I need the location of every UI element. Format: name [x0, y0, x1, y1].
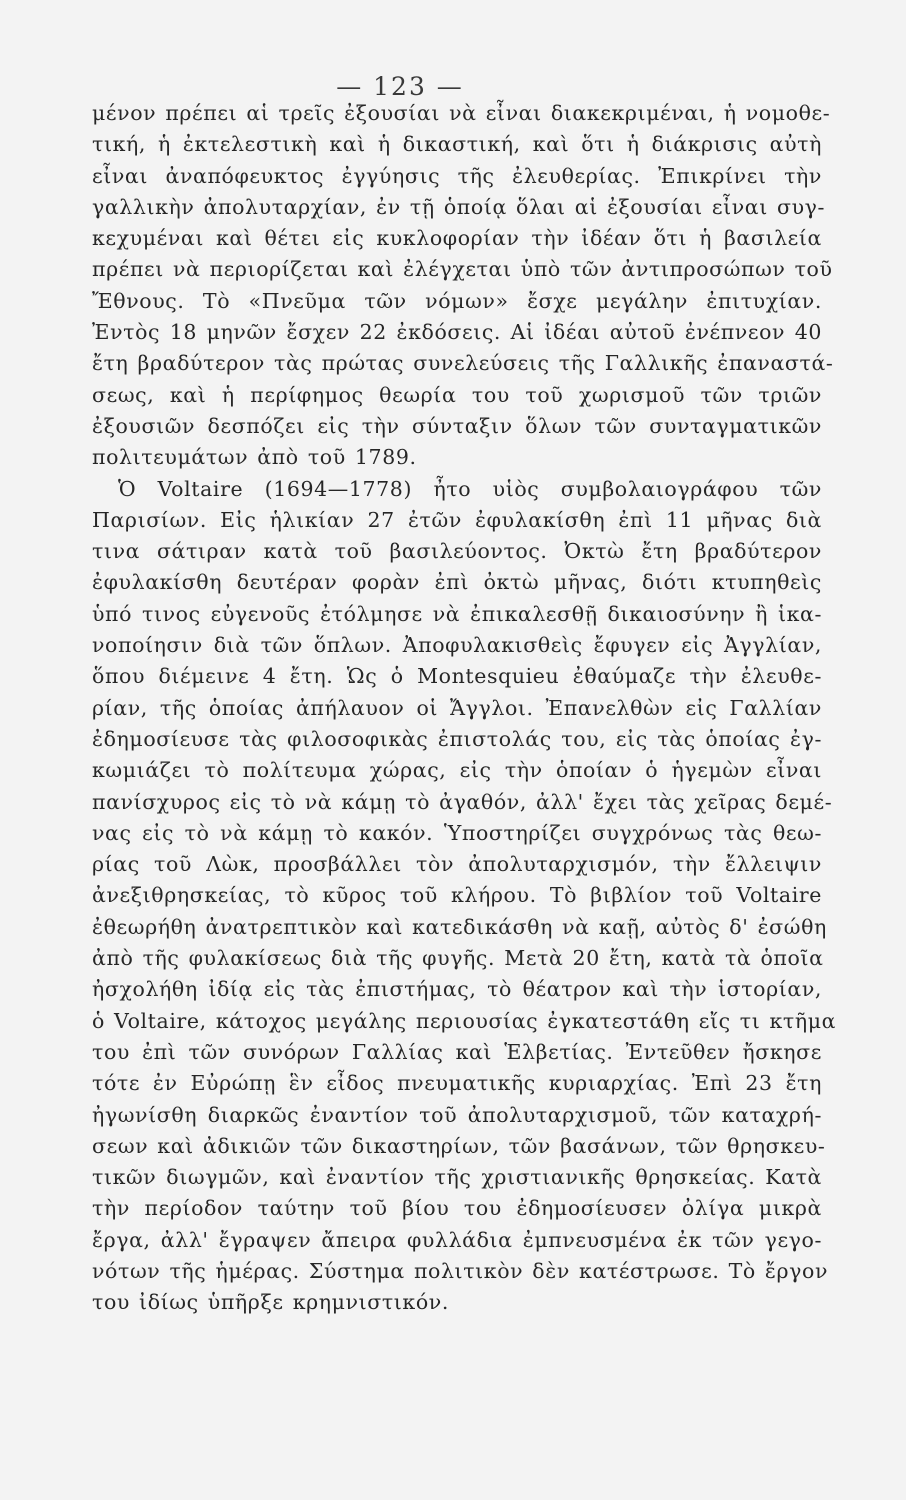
text-line: ὁ Voltaire, κάτοχος μεγάλης περιουσίας ἐγκατεστάθη εἴς τι κτῆμα: [92, 1008, 837, 1033]
text-line: ὅπου διέμεινε 4 ἔτη. Ὡς ὁ Montesquieu ἐθαύμαζε τὴν ἐλευθε-: [92, 664, 822, 689]
text-line: νας εἰς τὸ νὰ κάμῃ τὸ κακόν. Ὑποστηρίζει συγχρόνως τὰς θεω-: [92, 820, 822, 845]
text-line: ἔργα, ἀλλ' ἔγραψεν ἄπειρα φυλλάδια ἐμπνευσμένα ἐκ τῶν γεγο-: [92, 1227, 822, 1252]
text-line: νότων τῆς ἡμέρας. Σύστημα πολιτικὸν δὲν κατέστρωσε. Τὸ ἔργον: [92, 1258, 829, 1283]
text-line: ἐφυλακίσθη δευτέραν φορὰν ἐπὶ ὀκτὼ μῆνας, διότι κτυπηθεὶς: [92, 570, 822, 595]
paragraph: [92, 474, 837, 1319]
text-line: πανίσχυρος εἰς τὸ νὰ κάμῃ τὸ ἀγαθόν, ἀλλ' ἔχει τὰς χεῖρας δεμέ-: [92, 789, 833, 814]
text-line: του ἐπὶ τῶν συνόρων Γαλλίας καὶ Ἑλβετίας. Ἐντεῦθεν ἤσκησε: [92, 1039, 822, 1064]
text-line: εἶναι ἀναπόφευκτος ἐγγύησις τῆς ἐλευθερίας. Ἐπικρίνει τὴν: [92, 163, 822, 188]
text-line: Παρισίων. Εἰς ἡλικίαν 27 ἐτῶν ἐφυλακίσθη ἐπὶ 11 μῆνας διὰ: [92, 507, 822, 532]
text-line: ἀνεξιθρησκείας, τὸ κῦρος τοῦ κλήρου. Τὸ βιβλίον τοῦ Voltaire: [92, 883, 822, 908]
text-line: ὑπό τινος εὐγενοῦς ἐτόλμησε νὰ ἐπικαλεσθῇ δικαιοσύνην ἢ ἱκα-: [92, 601, 822, 626]
page-number: — 123 —: [336, 72, 464, 101]
text-line: ἐδημοσίευσε τὰς φιλοσοφικὰς ἐπιστολάς του, εἰς τὰς ὁποίας ἐγ-: [92, 726, 822, 751]
text-line: γαλλικὴν ἀπολυταρχίαν, ἐν τῇ ὁποίᾳ ὅλαι αἱ ἐξουσίαι εἶναι συγ-: [92, 194, 826, 219]
text-line: νοποίησιν διὰ τῶν ὅπλων. Ἀποφυλακισθεὶς ἔφυγεν εἰς Ἀγγλίαν,: [92, 633, 822, 658]
text-line: πρέπει νὰ περιορίζεται καὶ ἐλέγχεται ὑπὸ τῶν ἀντιπροσώπων τοῦ: [92, 257, 833, 282]
text-line: τότε ἐν Εὐρώπῃ ἓν εἶδος πνευματικῆς κυριαρχίας. Ἐπὶ 23 ἔτη: [92, 1071, 822, 1096]
text-line: ἠσχολήθη ἰδίᾳ εἰς τὰς ἐπιστήμας, τὸ θέατρον καὶ τὴν ἱστορίαν,: [92, 977, 822, 1002]
text-line: ρίαν, τῆς ὁποίας ἀπήλαυον οἱ Ἄγγλοι. Ἐπανελθὼν εἰς Γαλλίαν: [92, 695, 822, 720]
text-line: ἐθεωρήθη ἀνατρεπτικὸν καὶ κατεδικάσθη νὰ καῇ, αὐτὸς δ' ἐσώθη: [92, 914, 827, 939]
text-line: Ἐντὸς 18 μηνῶν ἔσχεν 22 ἐκδόσεις. Αἱ ἰδέαι αὐτοῦ ἐνέπνεον 40: [92, 320, 822, 345]
text-line: του ἰδίως ὑπῆρξε κρημνιστικόν.: [92, 1290, 449, 1315]
text-line: σεων καὶ ἀδικιῶν τῶν δικαστηρίων, τῶν βασάνων, τῶν θρησκευ-: [92, 1133, 826, 1158]
text-line: ρίας τοῦ Λὼκ, προσβάλλει τὸν ἀπολυταρχισμόν, τὴν ἔλλειψιν: [92, 852, 822, 877]
text-line: τικῶν διωγμῶν, καὶ ἐναντίον τῆς χριστιανικῆς θρησκείας. Κατὰ: [92, 1165, 822, 1190]
text-line: ἐξουσιῶν δεσπόζει εἰς τὴν σύνταξιν ὅλων τῶν συνταγματικῶν: [92, 413, 822, 438]
text-line: ἔτη βραδύτερον τὰς πρώτας συνελεύσεις τῆς Γαλλικῆς ἐπαναστά-: [92, 351, 834, 376]
text-line: κεχυμέναι καὶ θέτει εἰς κυκλοφορίαν τὴν ἰδέαν ὅτι ἡ βασιλεία: [92, 226, 822, 251]
text-line: τὴν περίοδον ταύτην τοῦ βίου του ἐδημοσίευσεν ὀλίγα μικρὰ: [92, 1196, 822, 1221]
paragraph: [92, 98, 834, 474]
text-line: τική, ἡ ἐκτελεστικὴ καὶ ἡ δικαστική, καὶ ὅτι ἡ διάκρισις αὐτὴ: [92, 132, 822, 157]
text-line: ἀπὸ τῆς φυλακίσεως διὰ τῆς φυγῆς. Μετὰ 20 ἔτη, κατὰ τὰ ὁποῖα: [92, 946, 824, 971]
text-line: τινα σάτιραν κατὰ τοῦ βασιλεύοντος. Ὀκτὼ ἔτη βραδύτερον: [92, 539, 822, 564]
text-line: Ὁ Voltaire (1694—1778) ἦτο υἱὸς συμβολαιογράφου τῶν: [118, 476, 822, 501]
text-line: ἠγωνίσθη διαρκῶς ἐναντίον τοῦ ἀπολυταρχισμοῦ, τῶν καταχρή-: [92, 1102, 822, 1127]
text-line: Ἔθνους. Τὸ «Πνεῦμα τῶν νόμων» ἔσχε μεγάλην ἐπιτυχίαν.: [92, 288, 822, 313]
text-line: πολιτευμάτων ἀπὸ τοῦ 1789.: [92, 445, 417, 470]
text-line: μένον πρέπει αἱ τρεῖς ἐξουσίαι νὰ εἶναι διακεκριμέναι, ἡ νομοθε-: [92, 101, 831, 125]
body-text: [92, 98, 837, 1319]
text-line: κωμιάζει τὸ πολίτευμα χώρας, εἰς τὴν ὁποίαν ὁ ἡγεμὼν εἶναι: [92, 758, 822, 783]
text-line: σεως, καὶ ἡ περίφημος θεωρία του τοῦ χωρισμοῦ τῶν τριῶν: [92, 382, 822, 407]
